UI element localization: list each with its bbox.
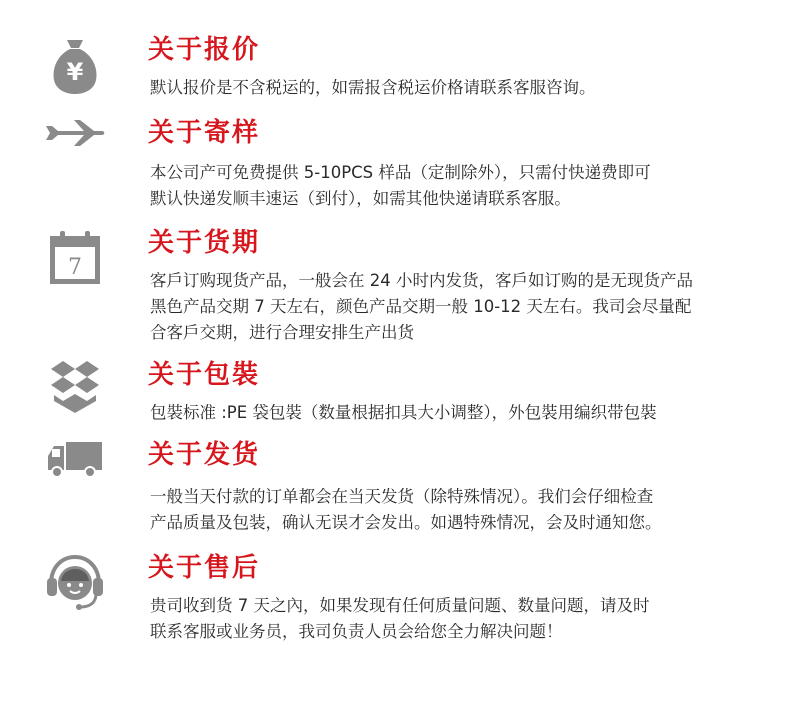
body-line: 本公司产可免费提供 5-10PCS 样品（定制除外），只需付快递费即可 [150, 163, 651, 182]
body-line: 默认报价是不含税运的，如需报含税运价格请联系客服咨询。 [150, 78, 596, 97]
money-bag-icon [44, 34, 106, 96]
section-title: 关于报价 [148, 35, 261, 65]
delivery-truck-icon [44, 430, 106, 492]
body-line: 包裝标准 :PE 袋包裝（数量根据扣具大小调整），外包裝用编织带包裝 [150, 403, 657, 422]
body-line: 黑色产品交期 7 天左右，颜色产品交期一般 10-12 天左右。我司会尽量配 [150, 297, 692, 316]
section-title: 关于售后 [148, 553, 261, 583]
body-line: 产品质量及包装，确认无误才会发出。如遇特殊情况，会及时通知您。 [150, 513, 662, 532]
package-box-icon [44, 355, 106, 417]
body-line: 贵司收到货 7 天之內，如果发现有任何质量问题、数量问题，请及时 [150, 596, 650, 615]
body-line: 客戶订购现货产品，一般会在 24 小时内发货，客戶如订购的是无现货产品 [150, 271, 693, 290]
airplane-icon [44, 100, 106, 162]
yen-symbol: ¥ [66, 58, 84, 86]
section-title: 关于货期 [148, 228, 261, 258]
section-body [150, 484, 780, 536]
section-body [150, 160, 780, 212]
section-title: 关于包裝 [148, 360, 261, 390]
body-line: 默认快递发顺丰速运（到付），如需其他快递请联系客服。 [150, 189, 571, 208]
section-body [150, 75, 780, 101]
section-body [150, 268, 780, 346]
section-title: 关于寄样 [148, 118, 261, 148]
calendar-icon [44, 228, 106, 290]
calendar-day: 7 [68, 255, 82, 280]
section-title: 关于发货 [148, 440, 261, 470]
customer-service-headset-icon [44, 552, 106, 614]
body-line: 一般当天付款的订单都会在当天发货（除特殊情况）。我们会仔细检查 [150, 487, 654, 506]
section-body [150, 400, 780, 426]
body-line: 合客戶交期，进行合理安排生产出货 [150, 323, 414, 342]
body-line: 联系客服或业务员，我司负责人员会给您全力解决问题！ [150, 622, 563, 641]
section-body [150, 593, 780, 645]
